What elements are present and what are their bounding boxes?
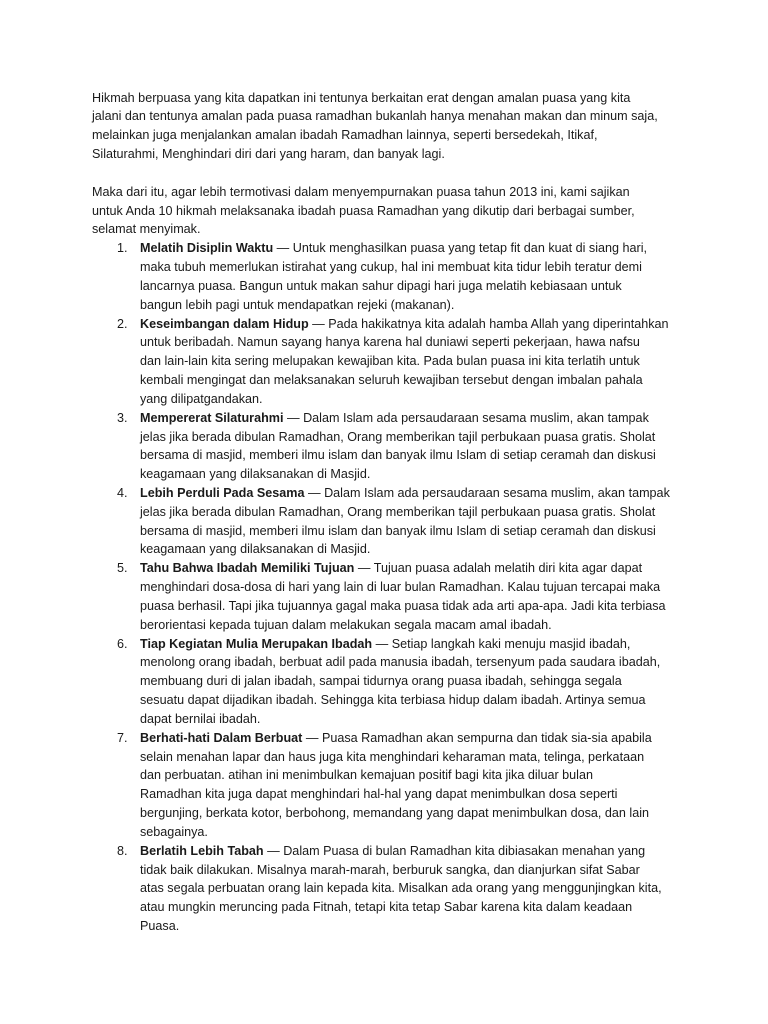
list-item-body <box>140 409 712 484</box>
list-item-title: Tiap Kegiatan Mulia Merupakan Ibadah <box>140 636 373 651</box>
list-item-body <box>140 635 712 729</box>
list-item-line: sebagainya. <box>140 824 208 839</box>
list-item-first-line <box>140 559 712 578</box>
paragraph-line: untuk Anda 10 hikmah melaksanaka ibadah puasa Ramadhan yang dikutip dari berbagai sumber, <box>92 203 635 218</box>
list-item-line: yang dilipatgandakan. <box>140 391 263 406</box>
list-item-line: jelas jika berada dibulan Ramadhan, Orang memberikan tajil perbukaan puasa gratis. Sholat <box>140 429 656 444</box>
list-item-line: menghindari dosa-dosa di hari yang lain di luar bulan Ramadhan. Kalau tujuan tercapai maka <box>140 580 661 595</box>
list-item-line: bersama di masjid, memberi ilmu islam dan banyak ilmu Islam di setiap ceramah dan diskusi <box>140 523 656 538</box>
list-item <box>92 409 712 484</box>
list-item-line: puasa berhasil. Tapi jika tujuannya gagal maka puasa tidak ada arti apa-apa. Jadi kita terbiasa <box>140 598 666 613</box>
list-item-line: jelas jika berada dibulan Ramadhan, Orang memberikan tajil perbukaan puasa gratis. Sholat <box>140 504 656 519</box>
paragraph-line: melainkan juga menjalankan amalan ibadah Ramadhan lainnya, seperti bersedekah, Itikaf, <box>92 128 598 143</box>
list-item-line: sesuatu dapat dijadikan ibadah. Sehingga kita terbiasa hidup dalam ibadah. Artinya semua <box>140 693 646 708</box>
list-item-line: bersama di masjid, memberi ilmu islam dan banyak ilmu Islam di setiap ceramah dan diskusi <box>140 448 656 463</box>
paragraph-line: Silaturahmi, Menghindari diri dari yang haram, dan banyak lagi. <box>92 147 445 162</box>
list-item <box>92 315 712 409</box>
list-number: 3. <box>117 410 128 425</box>
list-item-first-line <box>140 729 712 748</box>
list-item-line: untuk beribadah. Namun sayang hanya karena hal duniawi seperti pekerjaan, hawa nafsu <box>140 335 640 350</box>
list-item <box>92 729 712 842</box>
list-item-line: bangun lebih pagi untuk mendapatkan rejeki (makanan). <box>140 297 455 312</box>
paragraph-spacer <box>92 164 712 183</box>
list-item-text: — Puasa Ramadhan akan sempurna dan tidak sia-sia apabila <box>302 730 652 745</box>
list-item-text: — Dalam Puasa di bulan Ramadhan kita dibiasakan menahan yang <box>263 843 646 858</box>
list-number: 2. <box>117 316 128 331</box>
list-item-title: Melatih Disiplin Waktu <box>140 241 274 256</box>
list-item-line: Puasa. <box>140 919 180 934</box>
document-page <box>92 89 712 936</box>
list-item-text: — Tujuan puasa adalah melatih diri kita agar dapat <box>354 561 643 576</box>
list-item-line: selain menahan lapar dan haus juga kita menghindari keharaman mata, telinga, perkataan <box>140 749 645 764</box>
list-item-line: berorientasi kepada tujuan dalam melakukan segala macam amal ibadah. <box>140 617 552 632</box>
list-number: 4. <box>117 485 128 500</box>
list-number: 8. <box>117 843 128 858</box>
list-item-line: dapat bernilai ibadah. <box>140 711 261 726</box>
list-item-first-line <box>140 635 712 654</box>
list-item-line: lancarnya puasa. Bangun untuk makan sahur dipagi hari juga melatih kebiasaan untuk <box>140 278 622 293</box>
list-item <box>92 842 712 936</box>
list-item-body <box>140 239 712 314</box>
list-item-title: Mempererat Silaturahmi <box>140 410 284 425</box>
list-item-text: — Pada hakikatnya kita adalah hamba Allah yang diperintahkan <box>308 316 669 331</box>
list-item-line: atas segala perbuatan orang lain kepada kita. Misalkan ada orang yang menggunjingkan kita, <box>140 881 662 896</box>
list-item <box>92 484 712 559</box>
list-item-body <box>140 842 712 936</box>
list-item-line: keagamaan yang dilaksanakan di Masjid. <box>140 542 371 557</box>
list-item-line: membuang duri di jalan ibadah, sampai tidurnya orang puasa ibadah, sehingga segala <box>140 674 622 689</box>
list-number: 1. <box>117 241 128 256</box>
list-item <box>92 559 712 634</box>
list-item-text: — Untuk menghasilkan puasa yang tetap fit dan kuat di siang hari, <box>273 241 648 256</box>
paragraph-line: Maka dari itu, agar lebih termotivasi dalam menyempurnakan puasa tahun 2013 ini, kami sajikan <box>92 184 630 199</box>
list-item-title: Berhati-hati Dalam Berbuat <box>140 730 303 745</box>
list-number: 6. <box>117 636 128 651</box>
list-number: 5. <box>117 561 128 576</box>
list-item-title: Tahu Bahwa Ibadah Memiliki Tujuan <box>140 561 355 576</box>
paragraph-line: jalani dan tentunya amalan pada puasa ramadhan bukanlah hanya menahan makan dan minum saja, <box>92 109 658 124</box>
paragraph-line: selamat menyimak. <box>92 222 201 237</box>
list-item-title: Keseimbangan dalam Hidup <box>140 316 309 331</box>
list-item-line: dan lain-lain kita sering melupakan kewajiban kita. Pada bulan puasa ini kita terlatih untuk <box>140 354 640 369</box>
list-item-text: — Setiap langkah kaki menuju masjid ibadah, <box>372 636 631 651</box>
list-item-body <box>140 484 712 559</box>
list-item-first-line <box>140 409 712 428</box>
list-item <box>92 635 712 729</box>
list-item-first-line <box>140 239 712 258</box>
list-item-line: tidak baik dilakukan. Misalnya marah-marah, berburuk sangka, dan dianjurkan sifat Sabar <box>140 862 640 877</box>
list-item-line: maka tubuh memerlukan istirahat yang cukup, hal ini membuat kita tidur lebih teratur demi <box>140 260 642 275</box>
list-item-line: menolong orang ibadah, berbuat adil pada manusia ibadah, tersenyum pada saudara ibadah, <box>140 655 661 670</box>
list-item-text: — Dalam Islam ada persaudaraan sesama muslim, akan tampak <box>304 485 670 500</box>
list-item-title: Berlatih Lebih Tabah <box>140 843 264 858</box>
intro-paragraph <box>92 183 712 239</box>
list-item-body <box>140 729 712 842</box>
list-item-first-line <box>140 842 712 861</box>
list-item-line: dan perbuatan. atihan ini menimbulkan kemajuan positif bagi kita jika diluar bulan <box>140 768 593 783</box>
list-item-line: keagamaan yang dilaksanakan di Masjid. <box>140 467 371 482</box>
list-item-first-line <box>140 484 712 503</box>
paragraph-line: Hikmah berpuasa yang kita dapatkan ini tentunya berkaitan erat dengan amalan puasa yang kita <box>92 90 631 105</box>
numbered-list <box>92 239 712 936</box>
list-item-line: bergunjing, berkata kotor, berbohong, memandang yang dapat menimbulkan dosa, dan lain <box>140 806 649 821</box>
list-item <box>92 239 712 314</box>
list-item-title: Lebih Perduli Pada Sesama <box>140 485 305 500</box>
list-item-text: — Dalam Islam ada persaudaraan sesama muslim, akan tampak <box>283 410 649 425</box>
list-item-first-line <box>140 315 712 334</box>
list-item-line: Ramadhan kita juga dapat menghindari hal-hal yang dapat menimbulkan dosa seperti <box>140 787 618 802</box>
list-item-body <box>140 315 712 409</box>
list-number: 7. <box>117 730 128 745</box>
list-item-line: kembali mengingat dan melaksanakan seluruh kewajiban tersebut dengan imbalan pahala <box>140 373 643 388</box>
list-item-line: atau mungkin meruncing pada Fitnah, tetapi kita tetap Sabar karena kita dalam keadaan <box>140 900 633 915</box>
intro-paragraph <box>92 89 712 164</box>
list-item-body <box>140 559 712 634</box>
